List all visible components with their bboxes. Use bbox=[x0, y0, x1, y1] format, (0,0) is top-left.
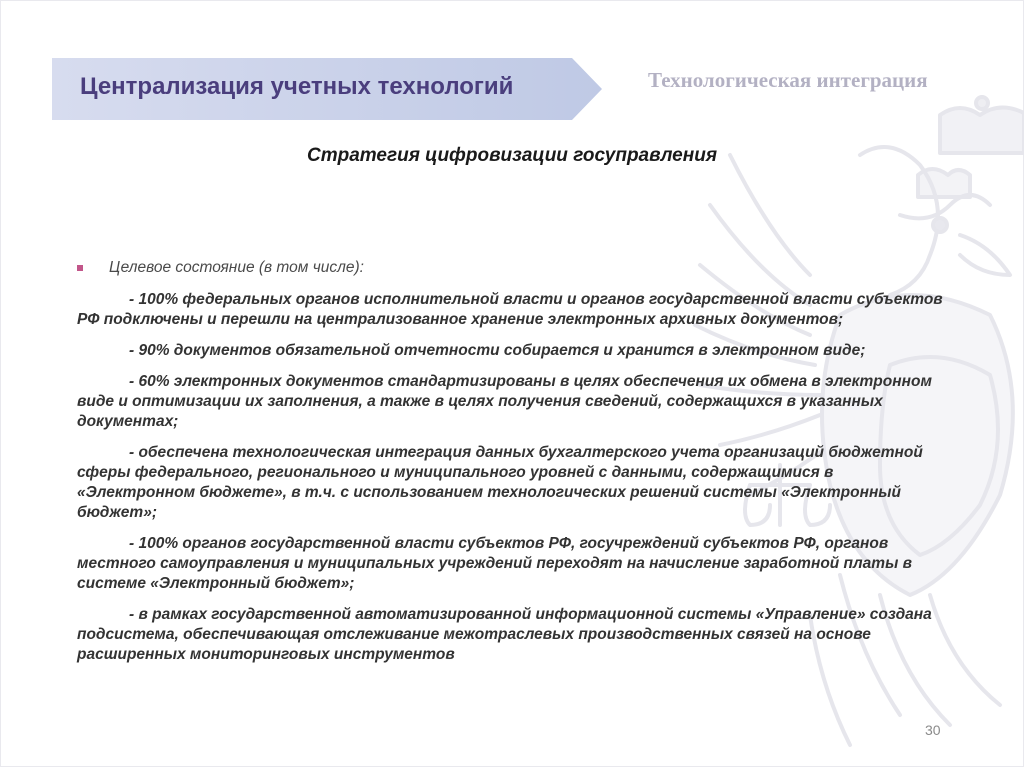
page-number: 30 bbox=[925, 722, 941, 738]
paragraph: - 60% электронных документов стандартизированы в целях обеспечения их обмена в электронном виде и оптимизации их заполнения, а также в целях получения сведений, содержащихся в указанных документах; bbox=[77, 373, 932, 430]
paragraph: - 100% федеральных органов исполнительной власти и органов государственной власти субъектов РФ подключены и перешли на централизованное хранение электронных архивных документов; bbox=[77, 291, 943, 328]
bullet-item bbox=[77, 258, 945, 280]
paragraph: - обеспечена технологическая интеграция данных бухгалтерского учета организаций бюджетной сферы федерального, регионального и муниципального уровней с данными, содержащимися в «Электронном бюджете», в т.ч. с использованием технологических решений системы «Электронный бюджет»; bbox=[77, 444, 923, 521]
square-bullet-icon bbox=[77, 265, 83, 271]
bullet-label: Целевое состояние (в том числе): bbox=[109, 259, 364, 276]
section-label: Технологическая интеграция bbox=[648, 68, 928, 92]
paragraph: - в рамках государственной автоматизированной информационной системы «Управление» создана подсистема, обеспечивающая отслеживание межотраслевых производственных связей на основе расширенных мониторинговых инструментов bbox=[77, 606, 932, 663]
document-body bbox=[77, 258, 945, 676]
paragraph: - 100% органов государственной власти субъектов РФ, госучреждений субъектов РФ, органов местного самоуправления и муниципальных учреждений переходят на начисление заработной платы в системе «Электронный бюджет»; bbox=[77, 535, 912, 592]
document-subtitle: Стратегия цифровизации госуправления bbox=[306, 145, 718, 166]
page-title: Централизация учетных технологий bbox=[80, 73, 514, 100]
paragraph: - 90% документов обязательной отчетности собирается и хранится в электронном виде; bbox=[129, 342, 866, 359]
